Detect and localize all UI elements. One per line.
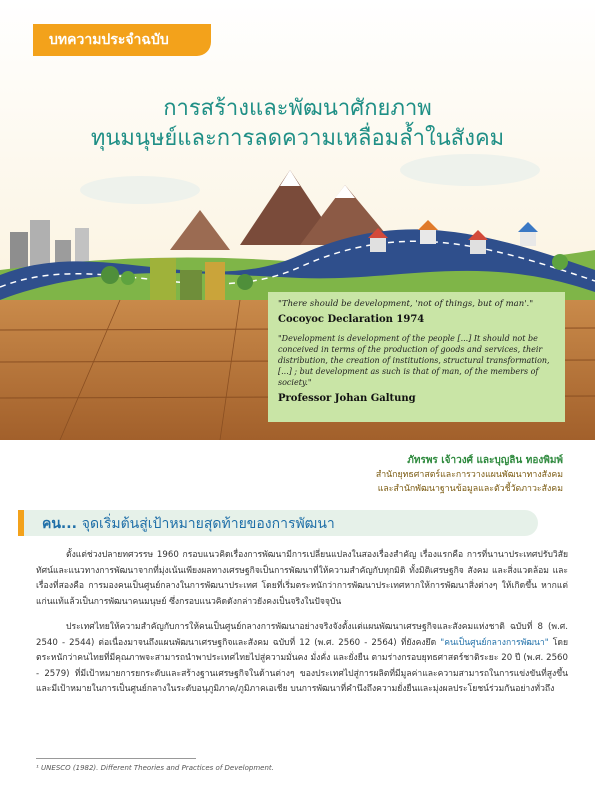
author-affiliation-1: สำนักยุทธศาสตร์และการวางแผนพัฒนาทางสังคม bbox=[375, 470, 563, 480]
paragraph-2 bbox=[36, 620, 568, 698]
article-title-line1: การสร้างและพัฒนาศักยภาพ bbox=[163, 96, 432, 121]
article-body bbox=[36, 548, 568, 708]
author-block bbox=[376, 454, 563, 496]
author-affiliation-2: และสำนักพัฒนาฐานข้อมูลและตัวชี้วัดภาวะสังคม bbox=[377, 484, 563, 494]
quote-1-author: Cocoyoc Declaration 1974 bbox=[278, 314, 425, 325]
paragraph-1: ตั้งแต่ช่วงปลายทศวรรษ 1960 กรอบแนวคิดเรื่องการพัฒนามีการเปลี่ยนแปลงในสองเรื่องสำคัญ เรื่องแรกคือ การที่นานาประเทศปรับวิสัยทัศน์และแนวทางการพัฒนาจากที่มุ่งเน้นเพียงผลทางเศรษฐกิจเป็นการพัฒนาที่ให้ความสำคัญกับทุกมิติ ทั้งมิติเศรษฐกิจ สังคม และสิ่งแวดล้อม และเรื่องที่สองคือ การมองคนเป็นศูนย์กลางในการพัฒนาประเทศ โดยที่เริ่มตระหนักว่าการพัฒนาประเทศหากให้การพัฒนาสิ่งต่างๆ ให้เกิดขึ้น หากแต่แก่นแท้แล้วเป็นการพัฒนาคนมนุษย์ ซึ่งกรอบแนวคิดดังกล่าวยังคงเป็นจริงในปัจจุบัน bbox=[36, 550, 568, 607]
paragraph-2-text-b: โดยตระหนักว่าคนไทยที่มีคุณภาพจะสามารถนำพาประเทศไทยไปสู่ความมั่นคง มั่งคั่ง และยั่งยืน ตามร่างกรอบยุทธศาสตร์ชาติระยะ 20 ปี (พ.ศ. 2560 - 2579) ที่มีเป้าหมายการยกระดับและสร้างฐานเศรษฐกิจในด้านต่างๆ ของประเทศไปสู่การผลิตที่มีมูลค่าและความสามารถในการแข่งขันที่สูงขึ้น และมีเป้าหมายในการเป็นศูนย์กลางในระดับอนุภูมิภาค/ภูมิภาคเอเชีย บนการพัฒนาที่คำนึงถึงความยั่งยืนและมุ่งผลประโยชน์ร่วมกันอย่างทั่วถึง bbox=[36, 637, 569, 694]
footnote-divider bbox=[36, 758, 196, 759]
section-heading-main: คน... bbox=[42, 516, 77, 532]
paragraph-2-highlight: "คนเป็นศูนย์กลางการพัฒนา" bbox=[440, 637, 549, 648]
section-heading bbox=[42, 513, 335, 535]
article-title-line2: ทุนมนุษย์และการลดความเหลื่อมล้ำในสังคม bbox=[90, 126, 505, 151]
paragraph-2-text-a: ประเทศไทยให้ความสำคัญกับการให้คนเป็นศูนย์กลางการพัฒนาอย่างจริงจังตั้งแต่แผนพัฒนาเศรษฐกิจและสังคมแห่งชาติ ฉบับที่ 8 (พ.ศ. 2540 - 2544) ต่อเนื่องมาจนถึงแผนพัฒนาเศรษฐกิจและสังคม ฉบับที่ 12 (พ.ศ. 2560 - 2564) ที่ยังคงยึด bbox=[36, 622, 568, 648]
section-tag: บทความประจำฉบับ bbox=[33, 24, 211, 56]
section-heading-sub: จุดเริ่มต้นสู่เป้าหมายสุดท้ายของการพัฒนา bbox=[81, 516, 335, 532]
section-header bbox=[18, 510, 578, 536]
quote-box bbox=[268, 292, 565, 422]
quote-1: "There should be development, 'not of things, but of man'." bbox=[278, 299, 534, 309]
footnote: ¹ UNESCO (1982). Different Theories and Practices of Development. bbox=[36, 764, 274, 772]
quote-2-author: Professor Johan Galtung bbox=[278, 393, 416, 404]
author-names: ภัทรพร เจ้าวงศ์ และบุญลิน ทองพิมพ์ bbox=[407, 455, 563, 466]
section-header-accent bbox=[18, 510, 24, 536]
quote-2: "Development is development of the people [...] It should not be conceived in terms of the production of goods and services, their distribution, the creation of institutions, structural transformation, [...] ; but development as such is that of man, of the members of society." bbox=[278, 334, 550, 387]
